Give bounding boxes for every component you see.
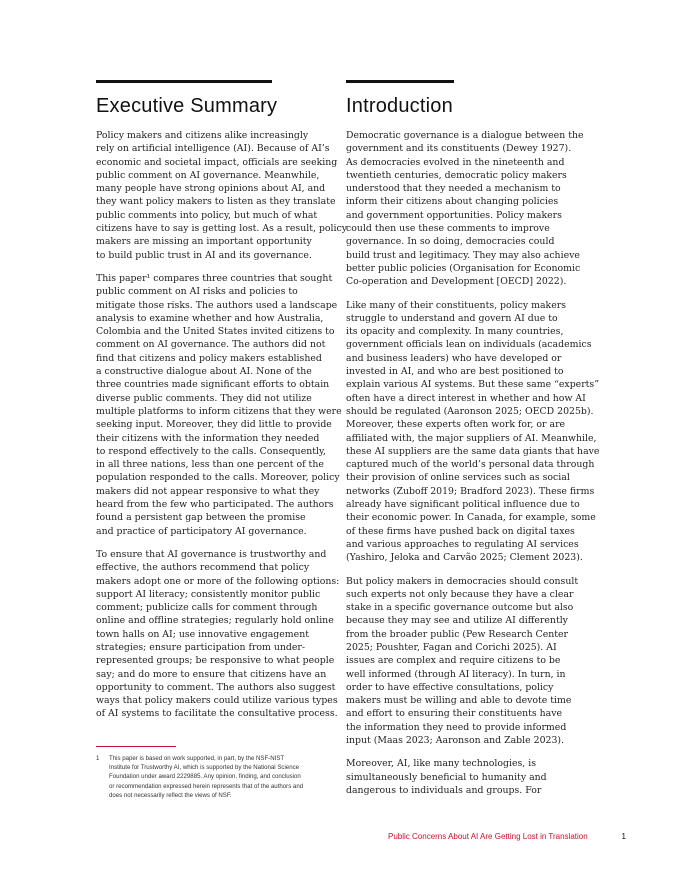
text-line: To ensure that AI governance is trustworthy and [96,548,327,560]
text-line: to build public trust in AI and its governance. [96,249,312,261]
text-line: twentieth centuries, democratic policy makers [346,169,567,181]
text-line: support AI literacy; consistently monitor public [96,588,321,600]
paragraph [96,272,342,538]
text-line: 2025; Poushter, Fagan and Corichi 2025). AI [346,641,557,653]
text-line: seeking input. Moreover, they did little to provide [96,419,332,431]
text-line: online and offline strategies; regularly hold online [96,615,334,627]
text-line: in all three nations, less than one percent of the [96,459,324,471]
text-line: their provision of online services such as social [346,472,570,484]
text-line: government and its constituents (Dewey 1927). [346,143,572,155]
text-line: these AI suppliers are the same data giants that have [346,445,600,457]
text-line: makers adopt one or more of the following options: [96,575,340,587]
text-line: issues are complex and require citizens to be [346,655,561,667]
text-line: dangerous to individuals and groups. For [346,784,542,796]
text-line: to respond effectively to the calls. Consequently, [96,445,326,457]
text-line: well informed (through AI literacy). In turn, in [346,668,566,680]
text-line: inform their citizens about changing policies [346,196,559,208]
paragraph [346,129,586,289]
text-line: citizens have to say is getting lost. As a result, policy [96,223,348,235]
text-line: struggle to understand and govern AI due to [346,312,558,324]
text-line: found a persistent gap between the promise [96,512,306,524]
text-line: order to have effective consultations, policy [346,681,554,693]
text-line: Colombia and the United States invited citizens to [96,326,335,338]
text-line: effective, the authors recommend that policy [96,562,310,574]
text-line: better public policies (Organisation for Economic [346,262,581,274]
text-line: public comments into policy, but much of what [96,209,318,221]
text-line: comment on AI governance. The authors did not [96,339,326,351]
text-line: such experts not only because they have a clear [346,588,574,600]
introduction-heading: Introduction [346,95,453,117]
text-line: build trust and legitimacy. They may also achieve [346,249,580,261]
text-line: comment; publicize calls for comment through [96,602,318,614]
text-line: understood that they needed a mechanism to [346,183,561,195]
footnote-line: does not necessarily reflect the views of NSF. [109,791,232,799]
text-line: their economic power. In Canada, for example, some [346,512,596,524]
text-line: and government opportunities. Policy makers [346,209,562,221]
text-line: from the broader public (Pew Research Center [346,628,569,640]
text-line: multiple platforms to inform citizens that they were [96,405,342,417]
section-rule [346,80,454,83]
text-line: and various approaches to regulating AI services [346,538,579,550]
text-line: Moreover, these experts often work for, or are [346,419,566,431]
text-line: heard from the few who participated. The authors [96,499,334,511]
text-line: represented groups; be responsive to what people [96,655,335,667]
text-line: could then use these comments to improve [346,223,550,235]
footnote-rule [96,746,176,747]
text-line: simultaneously beneficial to humanity and [346,771,547,783]
introduction-column [346,80,600,807]
running-title: Public Concerns About AI Are Getting Lost in Translation [388,832,588,841]
paragraph [346,757,586,797]
footnote [96,754,332,800]
footnote-text [109,754,332,800]
text-line: a constructive dialogue about AI. None of the [96,366,312,378]
text-line: many people have strong opinions about AI, and [96,183,326,195]
text-line: Democratic governance is a dialogue between the [346,130,584,141]
text-line: Moreover, AI, like many technologies, is [346,758,537,770]
text-line: captured much of the world’s personal data through [346,459,595,471]
text-line: their citizens with the information they needed [96,432,320,444]
footnote-number: 1 [96,755,100,762]
footnote-line: This paper is based on work supported, in part, by the NSF-NIST [109,755,285,762]
text-line: economic and societal impact, officials are seeking [96,156,338,168]
text-line: population responded to the calls. Moreover, policy [96,472,340,484]
text-line: because they may see and utilize AI differently [346,615,568,627]
text-line: Co-operation and Development [OECD] 2022). [346,276,567,288]
text-line: Policy makers and citizens alike increasingly [96,130,309,141]
text-line: already have significant political influence due to [346,499,580,511]
text-line: should be regulated (Aaronson 2025; OECD 2025b). [346,405,594,417]
text-line: rely on artificial intelligence (AI). Because of AI’s [96,143,330,155]
text-line: they want policy makers to listen as they translate [96,196,336,208]
text-line: (Yashiro, Jeloka and Carvão 2025; Clement 2023). [346,552,583,564]
text-line: governance. In so doing, democracies could [346,236,555,248]
text-line: the information they need to provide informed [346,721,567,733]
footnote-line: Institute for Trustworthy AI, which is supported by the National Science [109,764,300,772]
executive-summary-body [96,129,348,721]
text-line: networks (Zuboff 2019; Bradford 2023). These firms [346,485,595,497]
executive-summary-heading: Executive Summary [96,95,278,117]
text-line: makers did not appear responsive to what they [96,485,320,497]
text-line: of AI systems to facilitate the consultative process. [96,708,338,720]
text-line: input (Maas 2023; Aaronson and Zable 2023). [346,735,565,747]
executive-summary-column [96,80,348,731]
text-line: explain various AI systems. But these same “experts” [346,379,599,391]
text-line: diverse public comments. They did not utilize [96,392,312,404]
text-line: public comment on AI governance. Meanwhile, [96,169,320,181]
text-line: three countries made significant efforts to obtain [96,379,330,391]
text-line: invested in AI, and who are best positioned to [346,366,564,378]
text-line: analysis to examine whether and how Australia, [96,312,324,324]
text-line: of these firms have pushed back on digital taxes [346,525,575,537]
page-number: 1 [621,832,626,841]
text-line: and business leaders) who have developed or [346,352,562,364]
text-line: stake in a specific governance outcome but also [346,602,574,614]
text-line: But policy makers in democracies should consult [346,575,579,587]
text-line: affiliated with, the major suppliers of AI. Meanwhile, [346,432,597,444]
introduction-body [346,129,600,797]
text-line: ways that policy makers could utilize various types [96,695,338,707]
section-rule [96,80,272,83]
text-line: government officials lean on individuals (academics [346,339,592,351]
text-line: mitigate those risks. The authors used a landscape [96,299,338,311]
text-line: makers must be willing and able to devote time [346,695,572,707]
paragraph [96,548,340,721]
text-line: say; and do more to ensure that citizens have an [96,668,327,680]
footnote-line: or recommendation expressed herein represents that of the authors and [109,782,304,790]
paragraph [96,129,348,262]
text-line: and effort to ensuring their constituents have [346,708,563,720]
text-line: its opacity and complexity. In many countries, [346,326,564,338]
footnote-line: Foundation under award 2229885. Any opinion, finding, and conclusion [109,773,301,781]
text-line: opportunity to comment. The authors also suggest [96,681,336,693]
text-line: find that citizens and policy makers established [96,352,322,364]
text-line: strategies; ensure participation from under- [96,641,306,653]
text-line: This paper¹ compares three countries that sought [96,272,333,284]
paragraph [346,575,586,748]
text-line: Like many of their constituents, policy makers [346,299,567,311]
text-line: town halls on AI; use innovative engagement [96,628,309,640]
text-line: and practice of participatory AI governance. [96,525,307,537]
text-line: often have a direct interest in whether and how AI [346,392,586,404]
text-line: public comment on AI risks and policies to [96,286,298,298]
text-line: As democracies evolved in the nineteenth and [346,156,565,168]
paragraph [346,299,600,565]
text-line: makers are missing an important opportunity [96,236,312,248]
